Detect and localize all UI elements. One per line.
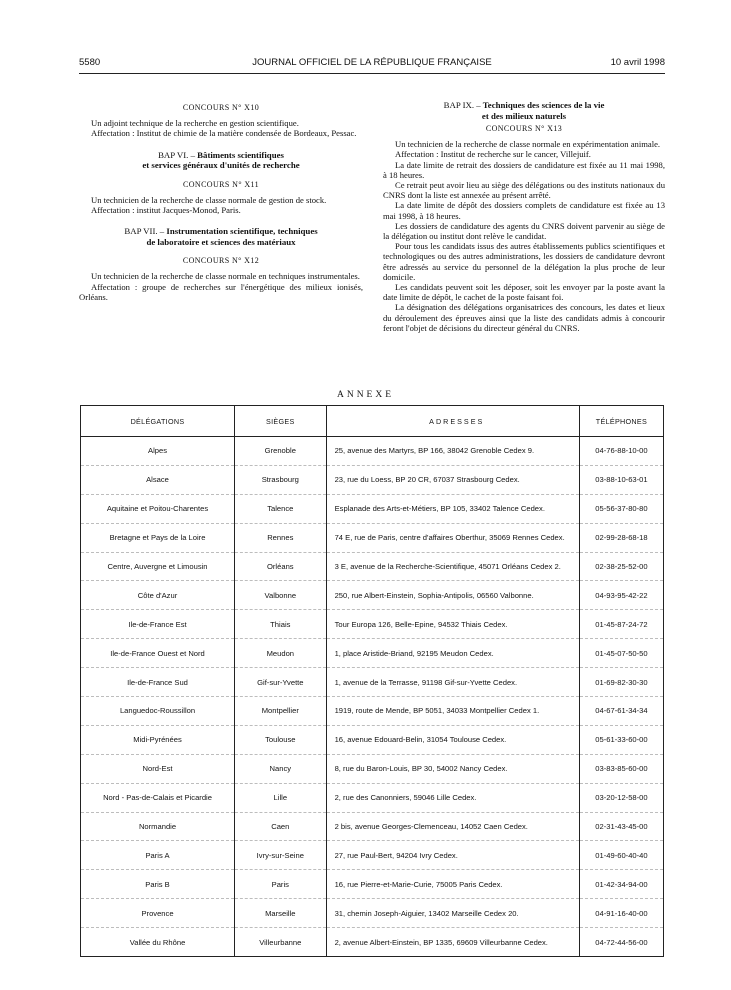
bap7-title-2: de laboratoire et sciences des matériaux bbox=[146, 236, 296, 247]
telephone-cell: 05-56-37-80-80 bbox=[579, 494, 663, 523]
delegation-cell: Paris A bbox=[81, 841, 235, 870]
siege-cell: Paris bbox=[235, 870, 327, 899]
table-row bbox=[81, 870, 664, 899]
table-row bbox=[81, 437, 664, 466]
bap7-heading bbox=[79, 226, 363, 247]
bap7-lead: BAP VII. – bbox=[124, 226, 165, 237]
delegation-cell: Côte d'Azur bbox=[81, 581, 235, 610]
delegation-cell: Bretagne et Pays de la Loire bbox=[81, 523, 235, 552]
siege-cell: Rennes bbox=[235, 523, 327, 552]
bap6-title-2: et services généraux d'unités de recherche bbox=[142, 160, 300, 171]
siege-cell: Orléans bbox=[235, 552, 327, 581]
table-row bbox=[81, 465, 664, 494]
delegation-cell: Ile-de-France Est bbox=[81, 610, 235, 639]
delegation-cell: Ile-de-France Ouest et Nord bbox=[81, 639, 235, 668]
delegation-cell: Languedoc-Roussillon bbox=[81, 697, 235, 726]
header-sieges: SIÈGES bbox=[235, 406, 327, 437]
concours-x13-title: CONCOURS N° X13 bbox=[485, 124, 563, 133]
adresse-cell: 74 E, rue de Paris, centre d'affaires Oberthur, 35069 Rennes Cedex. bbox=[326, 523, 579, 552]
left-column bbox=[79, 100, 363, 302]
siege-cell: Strasbourg bbox=[235, 465, 327, 494]
telephone-cell: 02-38-25-52-00 bbox=[579, 552, 663, 581]
siege-cell: Caen bbox=[235, 812, 327, 841]
adresse-cell: 23, rue du Loess, BP 20 CR, 67037 Strasbourg Cedex. bbox=[326, 465, 579, 494]
siege-cell: Nancy bbox=[235, 754, 327, 783]
header-adresses: ADRESSES bbox=[326, 406, 579, 437]
delegation-cell: Provence bbox=[81, 899, 235, 928]
bap7-title-1: Instrumentation scientifique, techniques bbox=[166, 226, 318, 237]
issue-date: 10 avril 1998 bbox=[610, 57, 665, 68]
header-delegations: DÉLÉGATIONS bbox=[81, 406, 235, 437]
concours-x10-title: CONCOURS N° X10 bbox=[182, 103, 260, 112]
table-row bbox=[81, 754, 664, 783]
table-row bbox=[81, 552, 664, 581]
concours-x11-title: CONCOURS N° X11 bbox=[182, 179, 260, 189]
telephone-cell: 01-45-87-24-72 bbox=[579, 610, 663, 639]
table-row bbox=[81, 812, 664, 841]
telephone-cell: 05-61-33-60-00 bbox=[579, 725, 663, 754]
adresse-cell: 2, avenue Albert-Einstein, BP 1335, 69609 Villeurbanne Cedex. bbox=[326, 928, 579, 957]
siege-cell: Lille bbox=[235, 783, 327, 812]
page-header bbox=[79, 57, 665, 74]
bap9-paragraph: La date limite de dépôt des dossiers complets de candidature est fixée au 13 mai 1998, à 18 heures. bbox=[383, 200, 665, 221]
table-row bbox=[81, 581, 664, 610]
telephone-cell: 02-99-28-68-18 bbox=[579, 523, 663, 552]
siege-cell: Talence bbox=[235, 494, 327, 523]
header-telephones: TÉLÉPHONES bbox=[579, 406, 663, 437]
siege-cell: Marseille bbox=[235, 899, 327, 928]
telephone-cell: 03-20-12-58-00 bbox=[579, 783, 663, 812]
siege-cell: Ivry-sur-Seine bbox=[235, 841, 327, 870]
delegation-cell: Nord-Est bbox=[81, 754, 235, 783]
delegation-cell: Nord - Pas-de-Calais et Picardie bbox=[81, 783, 235, 812]
concours-x11-post: Un technicien de la recherche de classe normale de gestion de stock. bbox=[91, 194, 327, 205]
right-column bbox=[383, 100, 665, 333]
delegation-cell: Alsace bbox=[81, 465, 235, 494]
siege-cell: Toulouse bbox=[235, 725, 327, 754]
table-row bbox=[81, 668, 664, 697]
telephone-cell: 04-76-88-10-00 bbox=[579, 437, 663, 466]
bap9-title-1: Techniques des sciences de la vie bbox=[482, 100, 605, 110]
adresse-cell: 16, rue Pierre-et-Marie-Curie, 75005 Paris Cedex. bbox=[326, 870, 579, 899]
table-row bbox=[81, 610, 664, 639]
delegation-cell: Vallée du Rhône bbox=[129, 937, 186, 947]
adresse-cell: 1919, route de Mende, BP 5051, 34033 Montpellier Cedex 1. bbox=[326, 697, 579, 726]
telephone-cell: 03-88-10-63-01 bbox=[579, 465, 663, 494]
delegation-cell: Midi-Pyrénées bbox=[81, 725, 235, 754]
table-row bbox=[81, 899, 664, 928]
table-row bbox=[81, 928, 664, 957]
concours-x12-title: CONCOURS N° X12 bbox=[182, 256, 260, 266]
bap9-heading bbox=[383, 100, 665, 121]
annex-title: ANNEXE bbox=[336, 390, 395, 400]
telephone-cell: 02-31-43-45-00 bbox=[579, 812, 663, 841]
siege-cell: Valbonne bbox=[235, 581, 327, 610]
annex-body bbox=[81, 437, 664, 957]
adresse-cell: 8, rue du Baron-Louis, BP 30, 54002 Nancy Cedex. bbox=[326, 754, 579, 783]
table-row bbox=[81, 697, 664, 726]
telephone-cell: 04-93-95-42-22 bbox=[579, 581, 663, 610]
telephone-cell: 01-49-60-40-40 bbox=[579, 841, 663, 870]
table-row bbox=[81, 523, 664, 552]
adresse-cell: 25, avenue des Martyrs, BP 166, 38042 Grenoble Cedex 9. bbox=[326, 437, 579, 466]
bap9-paragraph: La désignation des délégations organisatrices des concours, les dates et lieux du déroulement des épreuves ainsi que la liste des candidats admis à concourir feront l'objet de décisions du directeur général du CNRS. bbox=[383, 302, 665, 333]
bap9-paragraph: Affectation : Institut de recherche sur le cancer, Villejuif. bbox=[395, 149, 591, 160]
siege-cell: Montpellier bbox=[235, 697, 327, 726]
concours-x11-affectation: Affectation : institut Jacques-Monod, Paris. bbox=[91, 205, 241, 216]
delegation-cell: Ile-de-France Sud bbox=[81, 668, 235, 697]
siege-cell: Grenoble bbox=[235, 437, 327, 466]
bap9-paragraph: Les candidats peuvent soit les déposer, soit les envoyer par la poste avant la date limite de dépôt, le cachet de la poste faisant foi. bbox=[383, 282, 665, 303]
adresse-cell: 250, rue Albert-Einstein, Sophia-Antipolis, 06560 Valbonne. bbox=[326, 581, 579, 610]
adresse-cell: 2, rue des Canonniers, 59046 Lille Cedex. bbox=[326, 783, 579, 812]
delegation-cell: Paris B bbox=[81, 870, 235, 899]
adresse-cell: 2 bis, avenue Georges-Clemenceau, 14052 Caen Cedex. bbox=[326, 812, 579, 841]
bap6-title-1: Bâtiments scientifiques bbox=[197, 149, 284, 160]
delegation-cell: Centre, Auvergne et Limousin bbox=[81, 552, 235, 581]
bap9-paragraph: Pour tous les candidats issus des autres établissements publics scientifiques et technologiques ou des autres administrations, les dossiers de candidature devront être adressés au service du personnel de la délégation la plus proche de leur domicile. bbox=[383, 241, 665, 282]
telephone-cell: 04-67-61-34-34 bbox=[579, 697, 663, 726]
bap6-lead: BAP VI. – bbox=[158, 149, 195, 160]
adresse-cell: 27, rue Paul-Bert, 94204 Ivry Cedex. bbox=[326, 841, 579, 870]
adresse-cell: 16, avenue Edouard-Belin, 31054 Toulouse Cedex. bbox=[326, 725, 579, 754]
bap9-lead: BAP IX. – bbox=[443, 100, 481, 110]
delegation-cell: Alpes bbox=[81, 437, 235, 466]
adresse-cell: 31, chemin Joseph-Aiguier, 13402 Marseille Cedex 20. bbox=[326, 899, 579, 928]
bap9-title-2: et des milieux naturels bbox=[481, 110, 567, 121]
annex-table bbox=[80, 405, 664, 957]
bap9-paragraph: Les dossiers de candidature des agents du CNRS doivent parvenir au siège de la délégation ou institut dont relève le candidat. bbox=[383, 220, 665, 242]
concours-x10-post: Un adjoint technique de la recherche en gestion scientifique. bbox=[91, 118, 299, 129]
page-number: 5580 bbox=[79, 57, 101, 68]
bap9-paragraph: Un technicien de la recherche de classe normale en expérimentation animale. bbox=[395, 139, 661, 150]
telephone-cell: 04-91-16-40-00 bbox=[579, 899, 663, 928]
adresse-cell: Tour Europa 126, Belle-Epine, 94532 Thiais Cedex. bbox=[326, 610, 579, 639]
adresse-cell: 1, avenue de la Terrasse, 91198 Gif-sur-Yvette Cedex. bbox=[326, 668, 579, 697]
siege-cell: Villeurbanne bbox=[235, 928, 327, 957]
telephone-cell: 01-69-82-30-30 bbox=[579, 668, 663, 697]
table-row bbox=[81, 783, 664, 812]
telephone-cell: 04-72-44-56-00 bbox=[579, 928, 663, 957]
siege-cell: Meudon bbox=[235, 639, 327, 668]
adresse-cell: Esplanade des Arts-et-Métiers, BP 105, 33402 Talence Cedex. bbox=[326, 494, 579, 523]
concours-x12-post: Un technicien de la recherche de classe normale en techniques instrumentales. bbox=[91, 271, 360, 282]
adresse-cell: 3 E, avenue de la Recherche-Scientifique, 45071 Orléans Cedex 2. bbox=[326, 552, 579, 581]
bap9-paragraph: La date limite de retrait des dossiers de candidature est fixée au 11 mai 1998, à 18 heures. bbox=[383, 159, 665, 180]
table-row bbox=[81, 639, 664, 668]
bap6-heading bbox=[79, 150, 363, 171]
concours-x12-affectation: Affectation : groupe de recherches sur l'énergétique des milieux ionisés, Orléans. bbox=[79, 281, 363, 302]
journal-title: JOURNAL OFFICIEL DE LA RÉPUBLIQUE FRANÇAISE bbox=[252, 57, 492, 68]
bap9-paragraph: Ce retrait peut avoir lieu au siège des délégations ou des instituts nationaux du CNRS dont la liste est annexée au présent arrêté. bbox=[383, 180, 665, 201]
table-row bbox=[81, 725, 664, 754]
telephone-cell: 03-83-85-60-00 bbox=[579, 754, 663, 783]
adresse-cell: 1, place Aristide-Briand, 92195 Meudon Cedex. bbox=[326, 639, 579, 668]
siege-cell: Gif-sur-Yvette bbox=[235, 668, 327, 697]
siege-cell: Thiais bbox=[235, 610, 327, 639]
table-row bbox=[81, 494, 664, 523]
delegation-cell: Normandie bbox=[81, 812, 235, 841]
telephone-cell: 01-42-34-94-00 bbox=[579, 870, 663, 899]
delegation-cell: Aquitaine et Poitou-Charentes bbox=[81, 494, 235, 523]
concours-x10-affectation: Affectation : Institut de chimie de la matière condensée de Bordeaux, Pessac. bbox=[91, 128, 357, 139]
telephone-cell: 01-45-07-50-50 bbox=[579, 639, 663, 668]
table-row bbox=[81, 841, 664, 870]
annex-header-row bbox=[81, 406, 664, 437]
